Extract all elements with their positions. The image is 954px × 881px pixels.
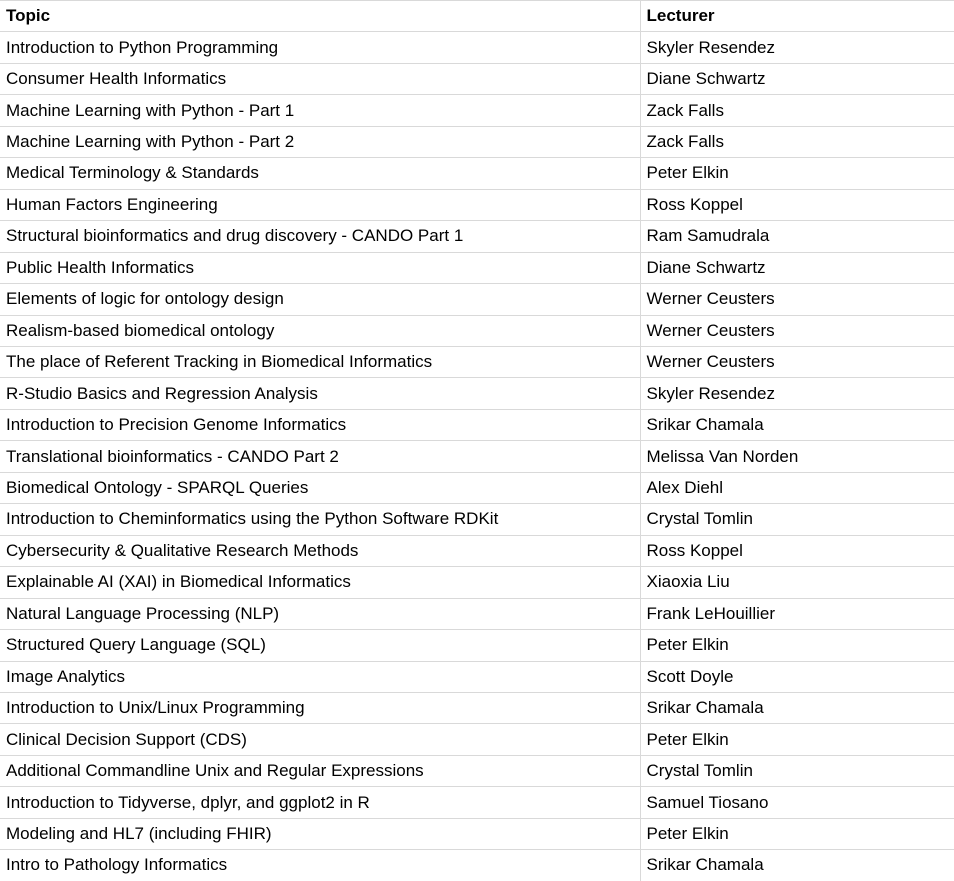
topic-cell: Introduction to Precision Genome Informatics [0, 409, 640, 440]
lecturer-cell: Crystal Tomlin [640, 504, 954, 535]
table-row [0, 441, 954, 472]
table-row [0, 755, 954, 786]
topic-cell: Cybersecurity & Qualitative Research Methods [0, 535, 640, 566]
topic-cell: Translational bioinformatics - CANDO Part 2 [0, 441, 640, 472]
table-row [0, 818, 954, 849]
lecturer-cell: Frank LeHouillier [640, 598, 954, 629]
table-row [0, 567, 954, 598]
lecturer-cell: Ram Samudrala [640, 221, 954, 252]
lecturer-cell: Peter Elkin [640, 818, 954, 849]
lecturer-cell: Peter Elkin [640, 724, 954, 755]
lecturer-cell: Crystal Tomlin [640, 755, 954, 786]
table-row [0, 63, 954, 94]
lecturer-cell: Ross Koppel [640, 535, 954, 566]
table-row [0, 95, 954, 126]
table-header-row [0, 1, 954, 32]
topic-cell: Introduction to Cheminformatics using the Python Software RDKit [0, 504, 640, 535]
topic-cell: Modeling and HL7 (including FHIR) [0, 818, 640, 849]
lecturer-cell: Ross Koppel [640, 189, 954, 220]
table-row [0, 126, 954, 157]
table-row [0, 158, 954, 189]
topic-cell: Machine Learning with Python - Part 2 [0, 126, 640, 157]
table-row [0, 661, 954, 692]
table-row [0, 850, 954, 881]
lecturer-cell: Alex Diehl [640, 472, 954, 503]
topic-cell: Medical Terminology & Standards [0, 158, 640, 189]
lecturer-cell: Scott Doyle [640, 661, 954, 692]
table-row [0, 284, 954, 315]
table-row [0, 724, 954, 755]
topic-cell: Introduction to Unix/Linux Programming [0, 692, 640, 723]
table-row [0, 598, 954, 629]
lecturer-cell: Zack Falls [640, 95, 954, 126]
table-row [0, 32, 954, 63]
topic-cell: The place of Referent Tracking in Biomedical Informatics [0, 346, 640, 377]
lecturer-cell: Samuel Tiosano [640, 787, 954, 818]
topic-cell: Additional Commandline Unix and Regular Expressions [0, 755, 640, 786]
table-row [0, 535, 954, 566]
table-row [0, 504, 954, 535]
lecturer-cell: Srikar Chamala [640, 692, 954, 723]
table-row [0, 409, 954, 440]
table-row [0, 315, 954, 346]
lecturer-cell: Skyler Resendez [640, 32, 954, 63]
table-row [0, 692, 954, 723]
topic-cell: Consumer Health Informatics [0, 63, 640, 94]
topic-cell: Biomedical Ontology - SPARQL Queries [0, 472, 640, 503]
topic-cell: Natural Language Processing (NLP) [0, 598, 640, 629]
table-row [0, 787, 954, 818]
topic-cell: Clinical Decision Support (CDS) [0, 724, 640, 755]
topic-cell: Explainable AI (XAI) in Biomedical Informatics [0, 567, 640, 598]
lecturer-cell: Diane Schwartz [640, 252, 954, 283]
lecturer-cell: Diane Schwartz [640, 63, 954, 94]
table-body [0, 32, 954, 881]
lecturer-cell: Werner Ceusters [640, 315, 954, 346]
topic-cell: Introduction to Tidyverse, dplyr, and ggplot2 in R [0, 787, 640, 818]
topic-cell: Structured Query Language (SQL) [0, 630, 640, 661]
lecturer-cell: Peter Elkin [640, 158, 954, 189]
table-row [0, 252, 954, 283]
table-row [0, 630, 954, 661]
topic-cell: Introduction to Python Programming [0, 32, 640, 63]
column-header-lecturer: Lecturer [640, 1, 954, 32]
topic-cell: Machine Learning with Python - Part 1 [0, 95, 640, 126]
topic-cell: Image Analytics [0, 661, 640, 692]
lecturer-cell: Srikar Chamala [640, 850, 954, 881]
table-row [0, 378, 954, 409]
lecturer-cell: Werner Ceusters [640, 284, 954, 315]
topic-cell: Public Health Informatics [0, 252, 640, 283]
column-header-topic: Topic [0, 1, 640, 32]
topic-cell: Human Factors Engineering [0, 189, 640, 220]
topic-cell: Elements of logic for ontology design [0, 284, 640, 315]
topic-cell: Intro to Pathology Informatics [0, 850, 640, 881]
lecturer-cell: Werner Ceusters [640, 346, 954, 377]
lecturer-cell: Melissa Van Norden [640, 441, 954, 472]
lecturer-cell: Xiaoxia Liu [640, 567, 954, 598]
table-row [0, 472, 954, 503]
lecturer-cell: Srikar Chamala [640, 409, 954, 440]
topic-cell: Structural bioinformatics and drug discovery - CANDO Part 1 [0, 221, 640, 252]
table-row [0, 346, 954, 377]
lecturer-cell: Zack Falls [640, 126, 954, 157]
topic-cell: R-Studio Basics and Regression Analysis [0, 378, 640, 409]
lecturer-cell: Skyler Resendez [640, 378, 954, 409]
topic-cell: Realism-based biomedical ontology [0, 315, 640, 346]
table-row [0, 221, 954, 252]
table-row [0, 189, 954, 220]
lecturer-cell: Peter Elkin [640, 630, 954, 661]
